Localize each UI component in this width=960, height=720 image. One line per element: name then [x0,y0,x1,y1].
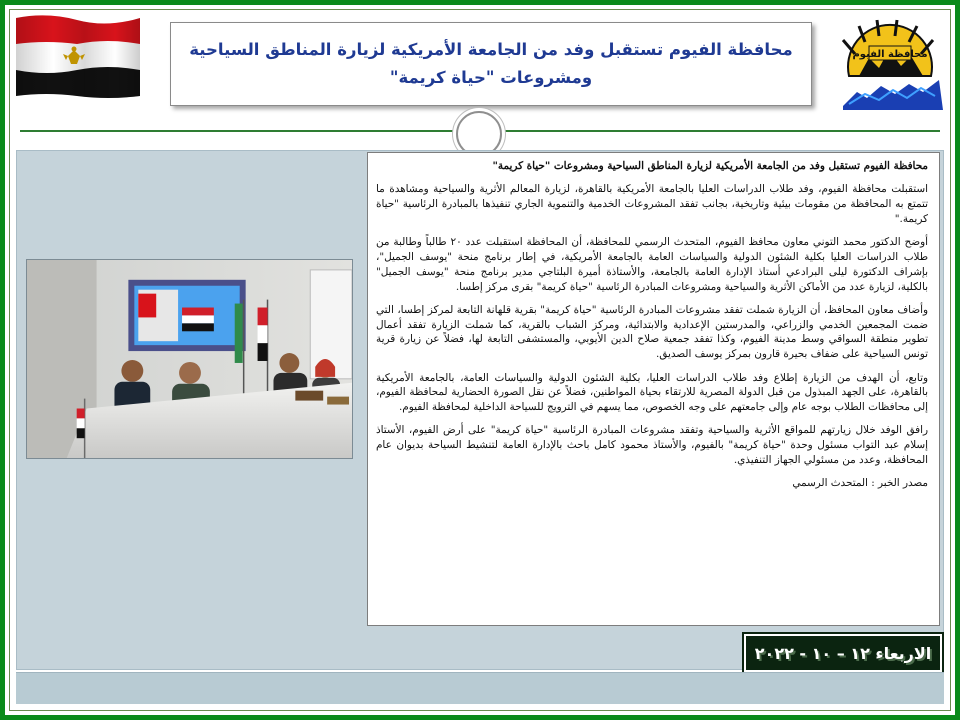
delegation-photo [26,259,353,459]
date-badge [744,634,942,672]
article-source: مصدر الخبر : المتحدث الرسمي [792,477,928,490]
article-body [367,152,940,626]
logo-text: محافظة الفيوم [852,49,928,60]
article-lead: محافظة الفيوم تستقبل وفد من الجامعة الأمريكية لزيارة المناطق السياحية ومشروعات "حياة كريمة" [492,160,928,172]
bottom-strip [16,672,944,704]
date-text: الاربعاء ١٢ – ١٠ - ٢٠٢٢ [754,643,932,663]
governorate-logo [835,14,945,114]
article-paragraph: استقبلت محافظة الفيوم، وفد طلاب الدراسات العليا بالجامعة الأمريكية بالقاهرة، لزيارة المعالم الأثرية والسياحية ومشاهدة ما تتمتع به المحافظة من مقومات بيئية وتاريخية، بجانب تفقد المشروعات الخدمية والتنموية الجاري تنفيذها بالمبادرة الرئاسية "حياة كريمة." [376,183,928,225]
page-title: محافظة الفيوم تستقبل وفد من الجامعة الأمريكية لزيارة المناطق السياحية ومشروعات "حياة كريمة" [189,40,793,87]
article-paragraph: رافق الوفد خلال زيارتهم للمواقع الأثرية والسياحية وتفقد مشروعات المبادرة الرئاسية "حياة كريمة" على أرض الفيوم، الأستاذ إسلام عبد التواب مسئول وحدة "حياة كريمة" بالفيوم، والأستاذ محمود كامل باحث بالإدارة العامة لتنشيط السياحة بديوان عام المحافظة، وعدد من مسئولي الجهاز التنفيذي. [376,424,928,467]
title-box [170,22,812,106]
article-paragraph: وأضاف معاون المحافظ، أن الزيارة شملت تفقد مشروعات المبادرة الرئاسية "حياة كريمة" بقرية قلهانة التابعة لمركز إطسا، التي ضمت المجمعين الخدمي والزراعي، والمدرستين الإعدادية والابتدائية، ومركز الشباب بالقرية، كما شملت الزيارة تفقد أعمال تطوير منطقة السواقي وسط مدينة الفيوم، وكذا تفقد جمعية صلاح الدين الأيوبي، والمستشفى التابعة لها، فضلاً عن زيارة قرية تونس السياحية على ضفاف بحيرة قارون بمركز يوسف الصديق. [376,303,928,361]
article-paragraph: وتابع، أن الهدف من الزيارة إطلاع وفد طلاب الدراسات العليا، بكلية الشئون الدولية والسياسات العامة، بالجامعة الأمريكية بالقاهرة، على الجهد المبذول من قبل الدولة المصرية للارتقاء بحياة المواطنين، فضلاً عن نقل الصورة الحضارية لمحافظة الفيوم، إلى محافظات الطلاب بوجه عام وإلى جامعتهم على وجه الخصوص، مما يسهم في الترويج للسياحة الداخلية لمحافظة الفيوم. [376,371,928,414]
egypt-flag-icon [12,12,142,100]
article-paragraph: أوضح الدكتور محمد التوني معاون محافظ الفيوم، المتحدث الرسمي للمحافظة، أن المحافظة استقبلت عدد ٢٠ طالباً وطالبة من طلاب الدراسات العليا بكلية الشئون الدولية والسياسات العامة بالجامعة الأمريكية، في إطار برنامج منحة "يوسف الجميل"، بإشراف الدكتورة ليلى البرادعي أستاذ الإدارة العامة بالجامعة، والأستاذة أميرة البلتاجي مدير برنامج منحة "يوسف الجميل" بالكلية، لزيارة عدد من الأماكن الأثرية والسياحية ومشروعات المبادرة الرئاسية "حياة كريمة" بقرى مركز إطسا. [376,236,928,293]
